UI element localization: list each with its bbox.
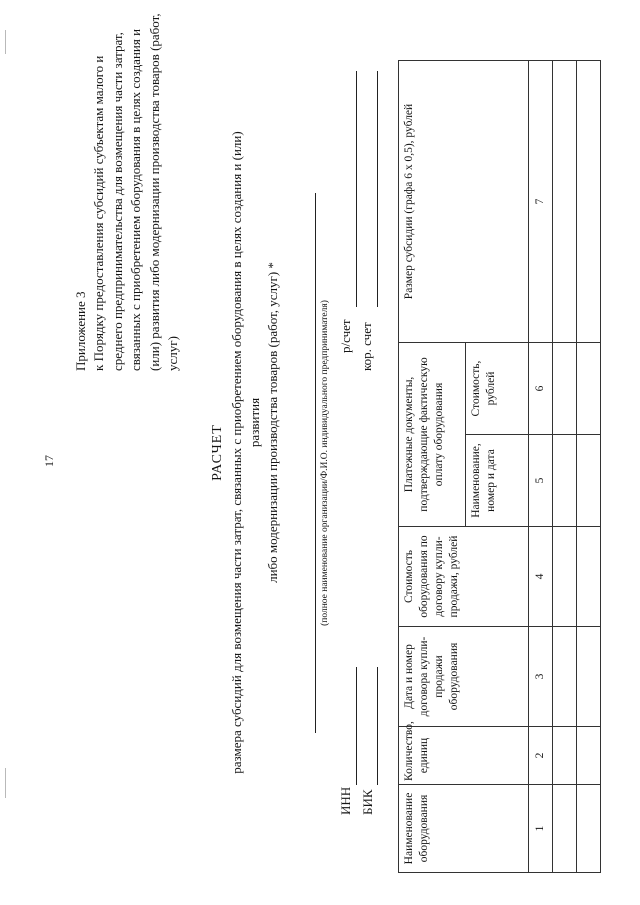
header-contract-cost: Стоимость оборудования по договору купли-продажи, рублей	[399, 527, 529, 627]
table-row-empty	[553, 60, 577, 872]
column-number: 7	[529, 60, 553, 342]
appendix-block	[72, 11, 183, 371]
appendix-title: Приложение 3	[73, 291, 88, 371]
table-cell-empty	[553, 627, 577, 727]
table-cell-empty	[577, 527, 601, 627]
document-subtitle-line-1: размера субсидий для возмещения части затрат, связанных с приобретением оборудования в целях создания и (или)	[229, 131, 244, 774]
table-cell-empty	[577, 435, 601, 527]
table-cell-empty	[553, 785, 577, 873]
header-contract-date-number: Дата и номер договора купли-продажи оборудования	[399, 627, 529, 727]
table-cell-empty	[553, 60, 577, 342]
table-cell-empty	[577, 60, 601, 342]
header-payment-name-number-date: Наименование, номер и дата	[466, 435, 529, 527]
header-quantity: Количество, единиц	[399, 727, 529, 785]
document-subtitle-line-3: либо модернизации производства товаров (работ, услуг) *	[265, 262, 280, 583]
corr-account-label: кор. счет	[359, 322, 374, 371]
account-label: р/счет	[338, 319, 353, 353]
header-payment-documents: Платежные документы, подтверждающие фактическую оплату оборудования	[399, 342, 466, 526]
inn-line	[356, 667, 357, 785]
table-row-empty	[577, 60, 601, 872]
document-title: РАСЧЕТ	[210, 424, 225, 481]
table-cell-empty	[577, 627, 601, 727]
bik-label: БИК	[360, 789, 375, 815]
header-payment-cost: Стоимость, рублей	[466, 342, 529, 434]
organization-name-caption: (полное наименование организации/Ф.И.О. индивидуального предпринимателя)	[320, 300, 330, 626]
page-number: 17	[42, 455, 56, 467]
column-number: 4	[529, 527, 553, 627]
table-header-row	[399, 60, 466, 872]
appendix-body: к Порядку предоставления субсидий субъектам малого и среднего предпринимательства для возмещения части затрат, связанных с приобретением оборудования в целях создания и (или) развития либо модернизации производства товаров (работ, услуг)	[91, 13, 181, 371]
header-equipment-name: Наименование оборудования	[399, 785, 529, 873]
table-row-column-numbers	[529, 60, 553, 872]
table-cell-empty	[553, 342, 577, 434]
column-number: 5	[529, 435, 553, 527]
column-number: 6	[529, 342, 553, 434]
table-cell-empty	[577, 785, 601, 873]
table-cell-empty	[553, 727, 577, 785]
table-cell-empty	[577, 727, 601, 785]
column-number: 1	[529, 785, 553, 873]
header-subsidy-amount: Размер субсидии (графа 6 х 0,5), рублей	[399, 60, 529, 342]
table-cell-empty	[553, 527, 577, 627]
column-number: 2	[529, 727, 553, 785]
table-cell-empty	[553, 435, 577, 527]
document-subtitle-line-2: развития	[247, 397, 262, 448]
organization-name-line	[315, 193, 316, 733]
bik-line	[377, 667, 378, 785]
column-number: 3	[529, 627, 553, 727]
subsidy-calculation-table	[398, 60, 601, 873]
corr-account-line	[377, 71, 378, 307]
table-cell-empty	[577, 342, 601, 434]
inn-label: ИНН	[338, 786, 353, 815]
account-line	[356, 71, 357, 307]
